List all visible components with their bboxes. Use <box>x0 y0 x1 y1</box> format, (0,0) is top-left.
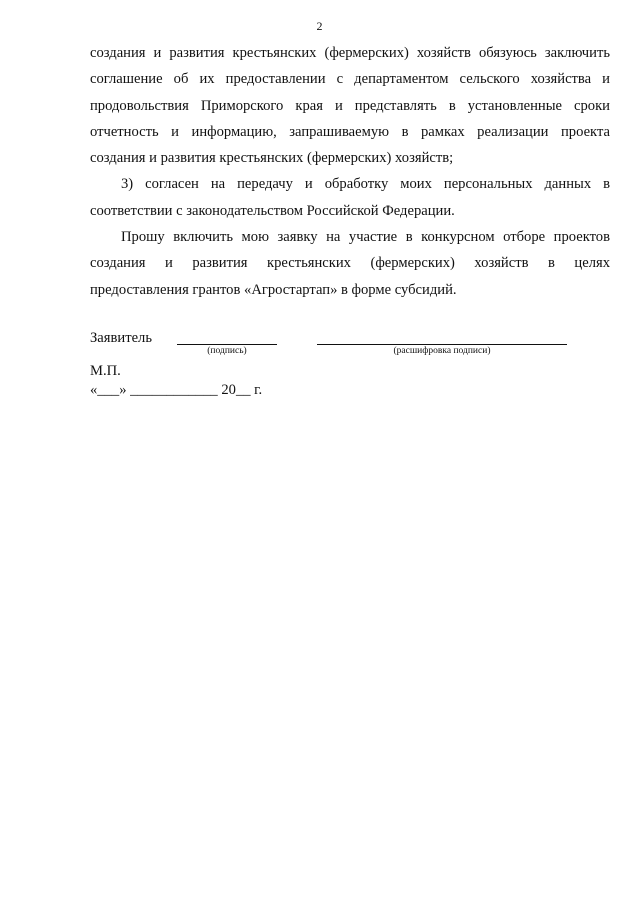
stamp-label: М.П. <box>90 363 121 379</box>
paragraph-personal-data-consent <box>90 171 610 224</box>
applicant-label: Заявитель <box>90 330 152 346</box>
text-line: соответствии с законодательством Российской Федерации. <box>90 202 455 219</box>
text-line: предоставления грантов «Агростартап» в форме субсидий. <box>90 281 457 298</box>
text-line: соглашение об их предоставлении с департаментом сельского хозяйства и <box>90 71 610 88</box>
signature-decode-line <box>317 344 567 345</box>
page-number: 2 <box>316 19 323 33</box>
text-line: продовольствия Приморского края и представлять в установленные сроки <box>90 97 610 114</box>
paragraph-request <box>90 224 610 303</box>
text-line: Прошу включить мою заявку на участие в конкурсном отборе проектов <box>121 229 610 246</box>
signature-block <box>90 330 610 410</box>
signature-decode-caption: (расшифровка подписи) <box>393 346 491 356</box>
date-line: «___» ____________ 20__ г. <box>90 382 263 398</box>
text-line: создания и развития крестьянских (фермерских) хозяйств; <box>90 150 454 167</box>
document-body <box>90 40 610 303</box>
text-line: создания и развития крестьянских (фермерских) хозяйств обязуюсь заключить <box>90 45 610 61</box>
text-line: создания и развития крестьянских (фермерских) хозяйств в целях <box>90 255 610 272</box>
signature-caption: (подпись) <box>207 346 247 356</box>
text-line: отчетность и информацию, запрашиваемую в рамках реализации проекта <box>90 123 610 140</box>
paragraph-obligations <box>90 40 610 171</box>
text-line: 3) согласен на передачу и обработку моих персональных данных в <box>121 176 610 193</box>
signature-line <box>177 344 277 345</box>
